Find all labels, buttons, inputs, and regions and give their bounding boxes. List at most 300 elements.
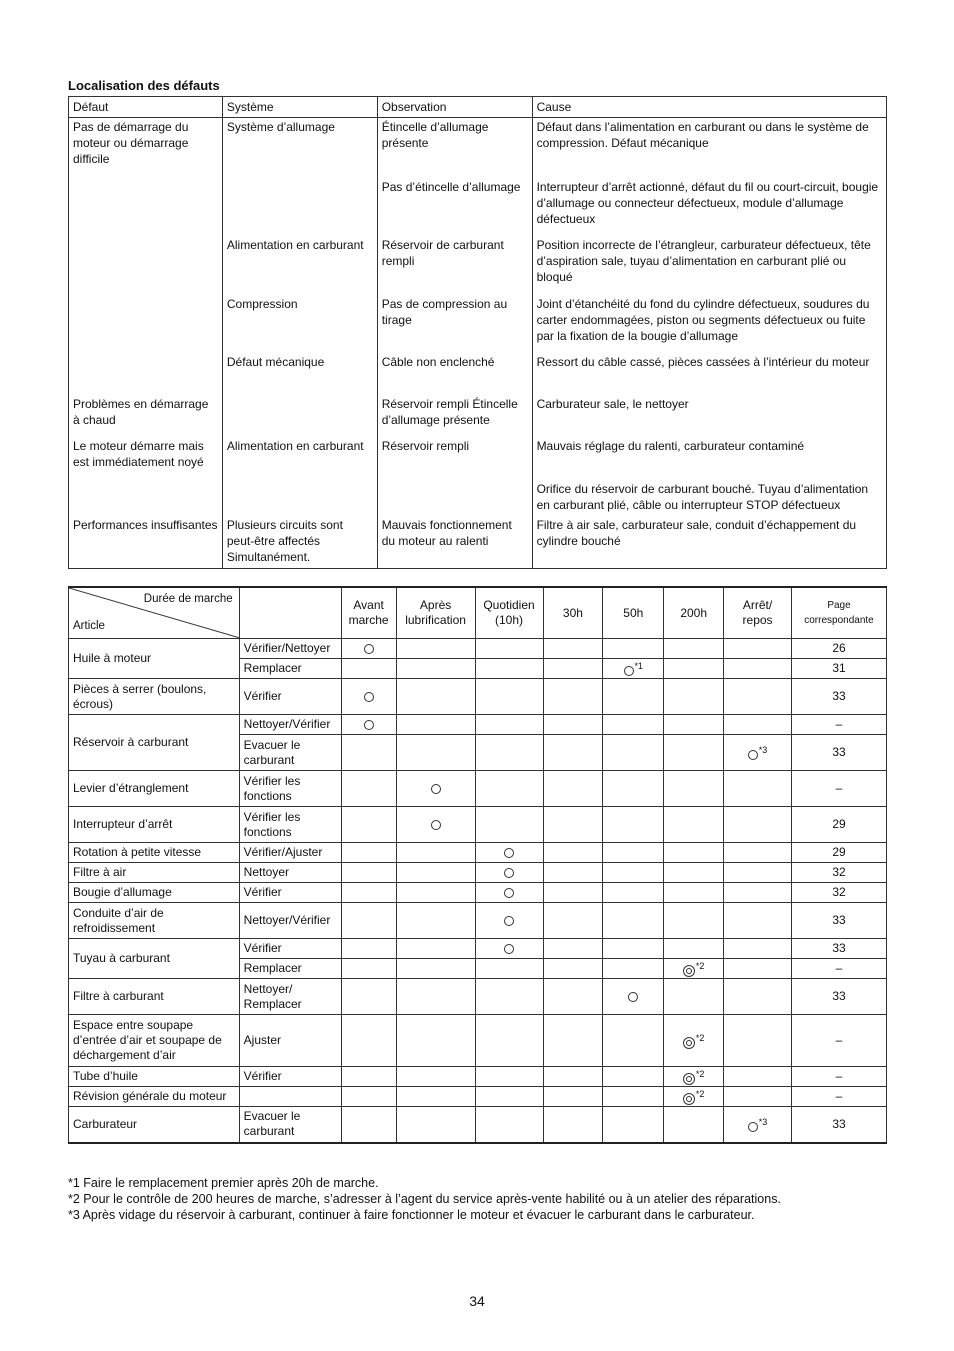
interval-cell	[724, 883, 792, 903]
faults-cell: Position incorrecte de l’étrangleur, carburateur défectueux, tête d’aspiration sale, tuyau d’alimentation en carburant plié ou bloqué	[532, 236, 886, 295]
interval-cell	[475, 1015, 543, 1067]
faults-cell: Pas de démarrage du moteur ou démarrage difficile	[69, 118, 223, 179]
page-ref-cell: 33	[791, 735, 886, 771]
interval-cell	[396, 1067, 475, 1087]
action-cell: Remplacer	[239, 959, 341, 979]
faults-cell: Mauvais réglage du ralenti, carburateur contaminé	[532, 437, 886, 480]
action-cell: Evacuer le carburant	[239, 735, 341, 771]
faults-row	[69, 353, 887, 395]
action-header-cell	[239, 587, 341, 639]
maintenance-row	[69, 863, 887, 883]
footnote-ref: *3	[758, 745, 768, 755]
faults-cell: Pas d’étincelle d’allumage	[377, 178, 532, 236]
interval-cell	[396, 771, 475, 807]
maintenance-row	[69, 1067, 887, 1087]
article-cell: Révision générale du moteur	[69, 1087, 240, 1107]
interval-cell	[603, 659, 664, 679]
interval-cell	[396, 843, 475, 863]
action-cell: Vérifier	[239, 1067, 341, 1087]
interval-cell	[724, 1107, 792, 1143]
action-cell: Vérifier	[239, 939, 341, 959]
article-cell: Bougie d’allumage	[69, 883, 240, 903]
interval-cell	[475, 771, 543, 807]
page-ref-cell: –	[791, 959, 886, 979]
section-title: Localisation des défauts	[68, 78, 220, 93]
faults-cell	[222, 178, 377, 236]
action-cell: Nettoyer	[239, 863, 341, 883]
interval-header-cell: 30h	[543, 587, 603, 639]
interval-cell	[341, 1015, 396, 1067]
page-ref-cell: –	[791, 1015, 886, 1067]
article-cell: Espace entre soupape d’entrée d’air et soupape de déchargement d’air	[69, 1015, 240, 1067]
page-ref-cell: 33	[791, 679, 886, 715]
interval-header-cell: Quotidien (10h)	[475, 587, 543, 639]
faults-cell: Défaut dans l’alimentation en carburant ou dans le système de compression. Défaut mécanique	[532, 118, 886, 179]
faults-row	[69, 118, 887, 179]
circle-icon	[748, 750, 758, 760]
faults-cell: Pas de compression au tirage	[377, 295, 532, 353]
circle-icon	[364, 720, 374, 730]
circle-icon	[364, 692, 374, 702]
footnote-ref: *2	[695, 1033, 705, 1043]
interval-cell	[543, 679, 603, 715]
page-ref-cell: 33	[791, 903, 886, 939]
interval-cell	[475, 715, 543, 735]
interval-cell	[603, 959, 664, 979]
maintenance-row	[69, 903, 887, 939]
interval-cell	[341, 959, 396, 979]
circle-mark	[431, 817, 441, 832]
article-cell: Pièces à serrer (boulons, écrous)	[69, 679, 240, 715]
interval-cell	[341, 883, 396, 903]
interval-cell	[341, 771, 396, 807]
article-cell: Réservoir à carburant	[69, 715, 240, 771]
maintenance-row	[69, 1015, 887, 1067]
interval-cell	[396, 715, 475, 735]
double-circle-icon	[683, 1093, 695, 1105]
interval-cell	[603, 939, 664, 959]
interval-cell	[603, 715, 664, 735]
faults-header-cell: Défaut	[69, 97, 223, 118]
action-cell	[239, 1087, 341, 1107]
action-cell: Vérifier	[239, 679, 341, 715]
page-ref-cell: 31	[791, 659, 886, 679]
faults-cell: Filtre à air sale, carburateur sale, conduit d’échappement du cylindre bouché	[532, 516, 886, 569]
interval-cell	[603, 1067, 664, 1087]
circle-mark	[504, 845, 514, 860]
interval-cell	[543, 959, 603, 979]
interval-cell	[396, 659, 475, 679]
corner-bottom-label: Article	[73, 620, 105, 632]
interval-cell	[603, 771, 664, 807]
interval-cell	[341, 863, 396, 883]
article-cell: Conduite d’air de refroidissement	[69, 903, 240, 939]
faults-cell: Étincelle d’allumage présente	[377, 118, 532, 179]
interval-cell	[475, 843, 543, 863]
interval-cell	[543, 843, 603, 863]
circle-icon	[624, 666, 634, 676]
circle-icon	[504, 848, 514, 858]
article-cell: Filtre à air	[69, 863, 240, 883]
interval-cell	[664, 903, 724, 939]
circle-mark	[504, 913, 514, 928]
faults-cell: Alimentation en carburant	[222, 437, 377, 480]
interval-cell	[341, 639, 396, 659]
interval-cell	[603, 979, 664, 1015]
page-ref-cell: –	[791, 1067, 886, 1087]
article-cell: Huile à moteur	[69, 639, 240, 679]
interval-cell	[396, 679, 475, 715]
interval-cell	[475, 807, 543, 843]
action-cell: Ajuster	[239, 1015, 341, 1067]
maintenance-row	[69, 679, 887, 715]
article-cell: Rotation à petite vitesse	[69, 843, 240, 863]
interval-cell	[664, 843, 724, 863]
faults-cell: Système d’allumage	[222, 118, 377, 179]
interval-cell	[603, 639, 664, 659]
circle-mark	[624, 659, 644, 678]
maintenance-row	[69, 1107, 887, 1143]
interval-cell	[664, 1015, 724, 1067]
maintenance-row	[69, 939, 887, 959]
maintenance-row	[69, 639, 887, 659]
article-cell: Tube d’huile	[69, 1067, 240, 1087]
article-cell: Filtre à carburant	[69, 979, 240, 1015]
faults-cell	[69, 480, 223, 516]
corner-header	[69, 587, 240, 639]
interval-cell	[396, 639, 475, 659]
interval-cell	[341, 1067, 396, 1087]
faults-header-cell: Système	[222, 97, 377, 118]
interval-header-cell: 50h	[603, 587, 664, 639]
faults-cell: Réservoir rempli Étincelle d’allumage présente	[377, 395, 532, 437]
footnote-ref: *2	[695, 961, 705, 971]
faults-row	[69, 516, 887, 569]
article-cell: Carburateur	[69, 1107, 240, 1143]
faults-cell	[377, 480, 532, 516]
interval-cell	[543, 979, 603, 1015]
footnote-1: *1 Faire le remplacement premier après 20h de marche.	[68, 1176, 379, 1190]
page-number: 34	[469, 1293, 485, 1309]
maintenance-row	[69, 1087, 887, 1107]
interval-cell	[724, 771, 792, 807]
faults-cell	[69, 295, 223, 353]
circle-icon	[504, 868, 514, 878]
interval-cell	[341, 735, 396, 771]
interval-cell	[475, 639, 543, 659]
interval-cell	[664, 1067, 724, 1087]
page-ref-cell: 32	[791, 883, 886, 903]
interval-cell	[664, 863, 724, 883]
article-cell: Interrupteur d’arrêt	[69, 807, 240, 843]
interval-cell	[341, 679, 396, 715]
action-cell: Vérifier les fonctions	[239, 771, 341, 807]
faults-cell: Orifice du réservoir de carburant bouché. Tuyau d’alimentation en carburant plié, câble ou interrupteur STOP défectueux	[532, 480, 886, 516]
interval-cell	[724, 863, 792, 883]
interval-cell	[603, 1015, 664, 1067]
faults-cell: Câble non enclenché	[377, 353, 532, 395]
faults-cell: Alimentation en carburant	[222, 236, 377, 295]
interval-header-cell: 200h	[664, 587, 724, 639]
double-circle-mark	[683, 1031, 705, 1050]
footnote-ref: *2	[695, 1089, 705, 1099]
action-cell: Evacuer le carburant	[239, 1107, 341, 1143]
interval-cell	[543, 939, 603, 959]
faults-cell: Joint d’étanchéité du fond du cylindre défectueux, soudures du carter endommagées, piston ou segments défectueux ou fuite par la fixation de la bougie d’allumage	[532, 295, 886, 353]
action-cell: Nettoyer/Vérifier	[239, 903, 341, 939]
interval-cell	[664, 959, 724, 979]
faults-cell: Compression	[222, 295, 377, 353]
interval-cell	[724, 939, 792, 959]
interval-header-cell: Arrêt/ repos	[724, 587, 792, 639]
faults-row	[69, 178, 887, 236]
faults-row	[69, 236, 887, 295]
maintenance-row	[69, 807, 887, 843]
double-circle-mark	[683, 1067, 705, 1086]
circle-icon	[504, 916, 514, 926]
interval-cell	[724, 679, 792, 715]
interval-cell	[543, 659, 603, 679]
interval-cell	[664, 659, 724, 679]
interval-cell	[603, 807, 664, 843]
interval-cell	[396, 883, 475, 903]
interval-cell	[724, 659, 792, 679]
interval-cell	[724, 1015, 792, 1067]
maintenance-row	[69, 715, 887, 735]
interval-cell	[543, 1107, 603, 1143]
interval-cell	[396, 863, 475, 883]
faults-cell	[69, 178, 223, 236]
article-cell: Levier d’étranglement	[69, 771, 240, 807]
interval-header-cell: Après lubrification	[396, 587, 475, 639]
interval-cell	[724, 735, 792, 771]
double-circle-icon	[683, 1037, 695, 1049]
double-circle-mark	[683, 1087, 705, 1106]
interval-cell	[475, 1107, 543, 1143]
faults-cell: Performances insuffisantes	[69, 516, 223, 569]
interval-cell	[341, 903, 396, 939]
interval-cell	[603, 1107, 664, 1143]
circle-icon	[628, 992, 638, 1002]
page-ref-cell: 29	[791, 843, 886, 863]
faults-row	[69, 480, 887, 516]
circle-mark	[504, 885, 514, 900]
footnote-ref: *2	[695, 1069, 705, 1079]
interval-cell	[724, 715, 792, 735]
circle-icon	[504, 888, 514, 898]
interval-cell	[603, 843, 664, 863]
faults-cell: Plusieurs circuits sont peut-être affectés Simultanément.	[222, 516, 377, 569]
interval-cell	[475, 1087, 543, 1107]
interval-cell	[475, 659, 543, 679]
page-ref-cell: 33	[791, 979, 886, 1015]
action-cell: Nettoyer/Vérifier	[239, 715, 341, 735]
corner-top-label: Durée de marche	[143, 593, 233, 605]
interval-cell	[475, 735, 543, 771]
action-cell: Vérifier	[239, 883, 341, 903]
faults-cell: Mauvais fonctionnement du moteur au ralenti	[377, 516, 532, 569]
action-cell: Remplacer	[239, 659, 341, 679]
interval-cell	[664, 679, 724, 715]
interval-cell	[664, 771, 724, 807]
circle-mark	[504, 941, 514, 956]
faults-cell: Ressort du câble cassé, pièces cassées à l’intérieur du moteur	[532, 353, 886, 395]
circle-mark	[364, 689, 374, 704]
interval-cell	[543, 771, 603, 807]
interval-cell	[543, 639, 603, 659]
page-ref-cell: 33	[791, 939, 886, 959]
interval-cell	[341, 807, 396, 843]
circle-mark	[628, 989, 638, 1004]
interval-cell	[664, 1087, 724, 1107]
interval-cell	[543, 883, 603, 903]
interval-cell	[664, 979, 724, 1015]
interval-cell	[475, 883, 543, 903]
interval-header-cell: Page correspondante	[791, 587, 886, 639]
double-circle-mark	[683, 959, 705, 978]
interval-cell	[724, 979, 792, 1015]
faults-row	[69, 395, 887, 437]
interval-cell	[724, 807, 792, 843]
page-ref-cell: –	[791, 715, 886, 735]
action-cell: Vérifier/Ajuster	[239, 843, 341, 863]
maintenance-table	[68, 586, 887, 1144]
circle-mark	[748, 1115, 768, 1134]
interval-cell	[664, 735, 724, 771]
interval-cell	[603, 883, 664, 903]
interval-cell	[543, 735, 603, 771]
interval-cell	[603, 903, 664, 939]
action-cell: Nettoyer/ Remplacer	[239, 979, 341, 1015]
circle-icon	[431, 784, 441, 794]
maintenance-row	[69, 843, 887, 863]
interval-cell	[341, 1107, 396, 1143]
interval-cell	[724, 1087, 792, 1107]
interval-cell	[396, 939, 475, 959]
action-cell: Vérifier/Nettoyer	[239, 639, 341, 659]
interval-header-cell: Avant marche	[341, 587, 396, 639]
interval-cell	[543, 1087, 603, 1107]
circle-mark	[504, 865, 514, 880]
circle-icon	[364, 644, 374, 654]
footnote-3: *3 Après vidage du réservoir à carburant, continuer à faire fonctionner le moteur et évacuer le carburant dans le carburateur.	[68, 1208, 755, 1222]
double-circle-icon	[683, 1073, 695, 1085]
interval-cell	[724, 639, 792, 659]
faults-table	[68, 96, 887, 569]
interval-cell	[475, 903, 543, 939]
interval-cell	[724, 843, 792, 863]
page-ref-cell: –	[791, 1087, 886, 1107]
interval-cell	[603, 1087, 664, 1107]
interval-cell	[664, 1107, 724, 1143]
page-ref-cell: 32	[791, 863, 886, 883]
interval-cell	[543, 863, 603, 883]
interval-cell	[724, 959, 792, 979]
interval-cell	[724, 903, 792, 939]
interval-cell	[396, 903, 475, 939]
interval-cell	[603, 735, 664, 771]
interval-cell	[396, 959, 475, 979]
interval-cell	[341, 715, 396, 735]
footnote-ref: *1	[634, 661, 644, 671]
faults-header-cell: Observation	[377, 97, 532, 118]
interval-cell	[664, 883, 724, 903]
page-ref-cell: –	[791, 771, 886, 807]
maintenance-row	[69, 883, 887, 903]
faults-row	[69, 295, 887, 353]
faults-cell	[222, 395, 377, 437]
interval-cell	[543, 1015, 603, 1067]
page-ref-cell: 26	[791, 639, 886, 659]
interval-cell	[341, 1087, 396, 1107]
interval-cell	[396, 807, 475, 843]
faults-cell: Réservoir de carburant rempli	[377, 236, 532, 295]
interval-cell	[664, 939, 724, 959]
faults-cell: Réservoir rempli	[377, 437, 532, 480]
faults-cell: Problèmes en démarrage à chaud	[69, 395, 223, 437]
interval-cell	[396, 735, 475, 771]
faults-cell: Le moteur démarre mais est immédiatement noyé	[69, 437, 223, 480]
interval-cell	[543, 715, 603, 735]
interval-cell	[664, 715, 724, 735]
interval-cell	[475, 979, 543, 1015]
interval-cell	[724, 1067, 792, 1087]
page-ref-cell: 33	[791, 1107, 886, 1143]
faults-cell	[222, 480, 377, 516]
interval-cell	[475, 1067, 543, 1087]
faults-cell: Défaut mécanique	[222, 353, 377, 395]
footnotes	[68, 1175, 781, 1223]
interval-cell	[543, 1067, 603, 1087]
faults-cell	[69, 236, 223, 295]
interval-cell	[341, 979, 396, 1015]
interval-cell	[475, 679, 543, 715]
page-ref-cell: 29	[791, 807, 886, 843]
article-cell: Tuyau à carburant	[69, 939, 240, 979]
interval-cell	[664, 639, 724, 659]
interval-cell	[664, 807, 724, 843]
footnote-2: *2 Pour le contrôle de 200 heures de marche, s’adresser à l’agent du service après-vente habilité ou à un atelier des réparations.	[68, 1192, 781, 1206]
circle-icon	[748, 1122, 758, 1132]
faults-cell: Carburateur sale, le nettoyer	[532, 395, 886, 437]
faults-cell	[69, 353, 223, 395]
maintenance-row	[69, 771, 887, 807]
interval-cell	[475, 939, 543, 959]
interval-cell	[396, 979, 475, 1015]
double-circle-icon	[683, 965, 695, 977]
faults-header-row	[69, 97, 887, 118]
faults-cell: Interrupteur d’arrêt actionné, défaut du fil ou court-circuit, bougie d’allumage ou connecteur défectueux, module d’allumage défectueux	[532, 178, 886, 236]
circle-icon	[431, 820, 441, 830]
circle-mark	[364, 641, 374, 656]
circle-icon	[504, 944, 514, 954]
maintenance-row	[69, 979, 887, 1015]
interval-cell	[341, 843, 396, 863]
faults-header-cell: Cause	[532, 97, 886, 118]
maintenance-header-row	[69, 587, 887, 639]
interval-cell	[543, 807, 603, 843]
interval-cell	[475, 863, 543, 883]
interval-cell	[396, 1087, 475, 1107]
circle-mark	[431, 781, 441, 796]
interval-cell	[341, 659, 396, 679]
circle-mark	[364, 717, 374, 732]
action-cell: Vérifier les fonctions	[239, 807, 341, 843]
interval-cell	[603, 679, 664, 715]
interval-cell	[603, 863, 664, 883]
circle-mark	[748, 743, 768, 762]
interval-cell	[341, 939, 396, 959]
